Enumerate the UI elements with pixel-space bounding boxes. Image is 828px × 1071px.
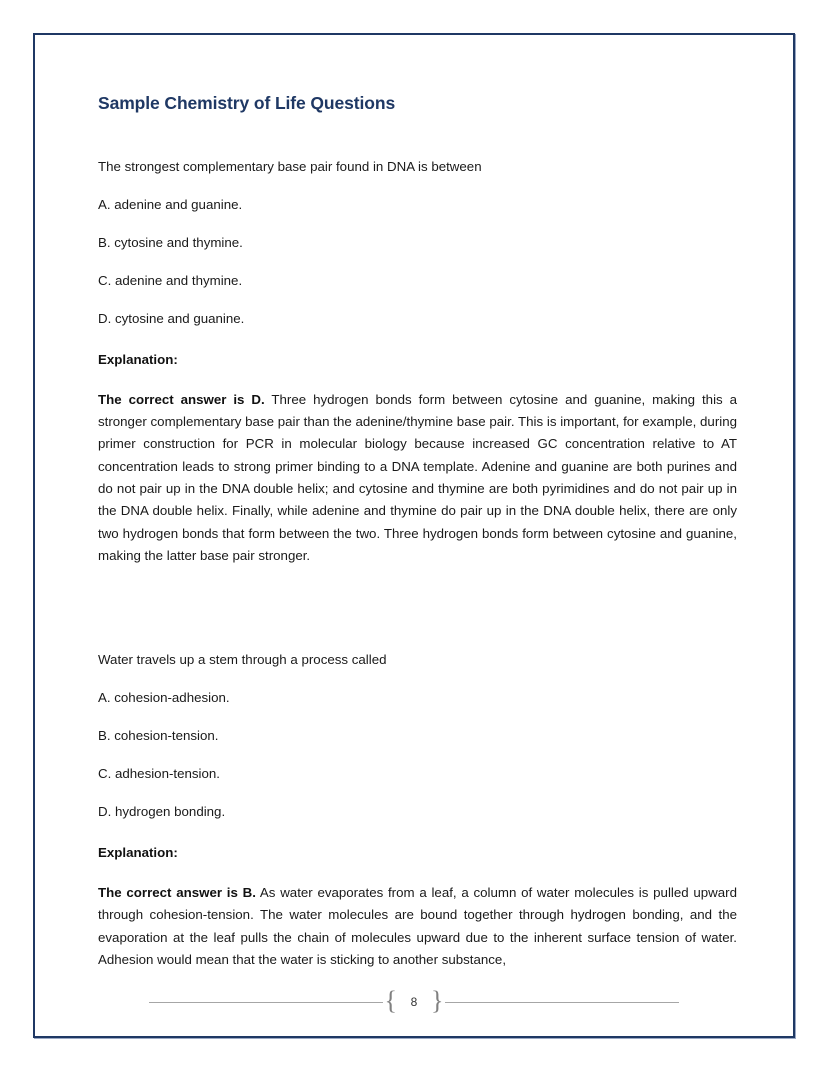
brace-right-icon: } xyxy=(431,986,444,1015)
footer-rule-left xyxy=(149,1002,383,1003)
answer-options-list xyxy=(98,689,737,821)
explanation-heading: Explanation: xyxy=(98,351,178,367)
page-border-frame xyxy=(33,33,795,1038)
answer-option-c[interactable]: C. adenine and thymine. xyxy=(98,272,243,288)
explanation-paragraph xyxy=(98,389,737,568)
answer-option-b[interactable]: B. cytosine and thymine. xyxy=(98,234,243,250)
document-body xyxy=(98,93,737,971)
page-title: Sample Chemistry of Life Questions xyxy=(98,93,396,113)
question-stem: The strongest complementary base pair found in DNA is between xyxy=(98,159,482,174)
page-number: 8 xyxy=(410,995,418,1009)
brace-left-icon: { xyxy=(384,986,397,1015)
question-block-2 xyxy=(98,651,737,971)
footer-rule-right xyxy=(445,1002,679,1003)
spacer xyxy=(98,328,737,351)
answer-option-d[interactable]: D. hydrogen bonding. xyxy=(98,804,226,819)
question-stem: Water travels up a stem through a process called xyxy=(98,652,387,668)
explanation-text: As water evaporates from a leaf, a column of water molecules is pulled upward through cohesion-tension. The water molecules are bound together through hydrogen bonding, and the evaporation at the leaf pulls the chain of molecules upward due to the inherent surface tension of water. Adhesion would mean that the water is sticking to another substance, xyxy=(98,884,737,967)
explanation-text: Three hydrogen bonds form between cytosine and guanine, making this a stronger complementary base pair than the adenine/thymine base pair. This is important, for example, during primer construction for PCR in molecular biology because increased GC concentration relative to AT concentration leads to strong primer binding to a DNA template. Adenine and guanine are both purines and do not pair up in the DNA double helix; and cytosine and thymine are both pyrimidines and do not pair up in the DNA double helix. Finally, while adenine and thymine do pair up in the DNA double helix, there are only two hydrogen bonds that form between the two. Three hydrogen bonds form between cytosine and guanine, making the latter base pair stronger. xyxy=(98,391,738,563)
page-content-area xyxy=(35,35,793,1036)
explanation-lead: The correct answer is B. xyxy=(98,884,256,900)
explanation-lead: The correct answer is D. xyxy=(98,391,265,407)
answer-option-b[interactable]: B. cohesion-tension. xyxy=(98,728,219,744)
question-separator-spacer xyxy=(98,567,737,651)
explanation-heading: Explanation: xyxy=(98,844,178,860)
answer-option-a[interactable]: A. cohesion-adhesion. xyxy=(98,690,230,706)
page-footer xyxy=(35,987,793,1017)
explanation-paragraph xyxy=(98,882,737,971)
answer-option-c[interactable]: C. adhesion-tension. xyxy=(98,766,220,782)
answer-option-a[interactable]: A. adenine and guanine. xyxy=(98,196,243,212)
spacer xyxy=(98,821,737,844)
answer-option-d[interactable]: D. cytosine and guanine. xyxy=(98,310,245,326)
answer-options-list xyxy=(98,196,737,328)
question-block-1 xyxy=(98,158,737,567)
